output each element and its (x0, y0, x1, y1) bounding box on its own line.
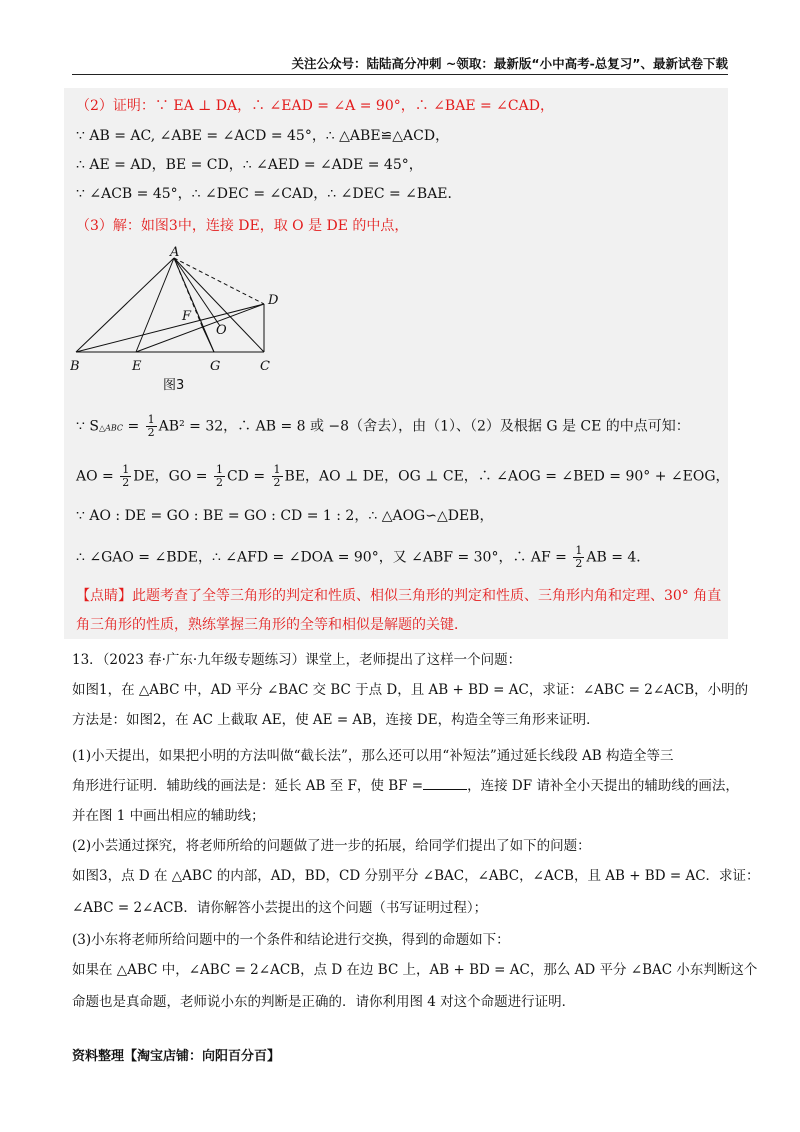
key-point-line-2: 角三角形的性质，熟练掌握三角形的全等和相似是解题的关键． (76, 617, 468, 633)
question-line-2: 如图1，在 △ABC 中，AD 平分 ∠BAC 交 BC 于点 D，且 AB + BD = AC，求证：∠ABC = 2∠ACB，小明的 (72, 682, 749, 698)
label-F: F (182, 309, 192, 324)
label-C: C (260, 359, 270, 374)
solution-line-6: ∵ S△ABC = $\frac{1}{2}$ AB² = 32，∴ AB = 8 或 −8（舍去），由（1）、（2）及根据 G 是 CE 的中点可知： (76, 413, 690, 439)
page-header: 关注公众号：陆陆高分冲刺 ~领取：最新版“小中高考-总复习”、最新试卷下载 (291, 56, 728, 71)
question-line-5: 角形进行证明．辅助线的画法是：延长 AB 至 F，使 BF = ，连接 DF 请补全小天提出的辅助线的画法， (72, 778, 739, 794)
question-line-8: 如图3，点 D 在 △ABC 的内部，AD，BD，CD 分别平分 ∠BAC，∠ABC，∠ACB，且 AB + BD = AC．求证： (72, 868, 760, 884)
label-B: B (70, 359, 80, 374)
question-line-9: ∠ABC = 2∠ACB．请你解答小芸提出的这个问题（书写证明过程）； (72, 900, 488, 916)
label-E: E (132, 359, 142, 374)
question-line-4: (1)小天提出，如果把小明的方法叫做“截长法”，那么还可以用“补短法”通过延长线段 AB 构造全等三 (72, 748, 674, 764)
label-A: A (170, 246, 180, 260)
answer-blank (423, 777, 467, 790)
label-D: D (268, 293, 279, 308)
label-G: G (210, 359, 221, 374)
solution-line-3: ∴ AE = AD，BE = CD，∴ ∠AED = ∠ADE = 45°， (76, 157, 423, 173)
question-line-11: 如果在 △ABC 中，∠ABC = 2∠ACB，点 D 在边 BC 上，AB + BD = AC，那么 AD 平分 ∠BAC 小东判断这个 (72, 962, 758, 978)
solution-line-7: AO = $\frac{1}{2}$ DE，GO = $\frac{1}{2}$ CD = $\frac{1}{2}$ BE，AO ⊥ DE，OG ⊥ CE，∴ ∠AOG = ∠BED = 90° + ∠EOG， (76, 463, 730, 489)
header-rule (72, 74, 728, 75)
question-line-10: (3)小东将老师所给问题中的一个条件和结论进行交换，得到的命题如下： (72, 932, 510, 948)
page-footer: 资料整理【淘宝店铺：向阳百分百】 (72, 1049, 281, 1064)
question-line-7: (2)小芸通过探究，将老师所给的问题做了进一步的拓展，给同学们提出了如下的问题： (72, 838, 591, 854)
solution-line-4: ∵ ∠ACB = 45°，∴ ∠DEC = ∠CAD，∴ ∠DEC = ∠BAE． (76, 186, 462, 202)
solution-line-9: ∴ ∠GAO = ∠BDE，∴ ∠AFD = ∠DOA = 90°，又 ∠ABF = 30°，∴ AF = $\frac{1}{2}$ AB = 4． (76, 544, 651, 570)
key-point-line-1: 【点睛】此题考查了全等三角形的判定和性质、相似三角形的判定和性质、三角形内角和定理、30° 角直 (76, 588, 722, 604)
solution-line-8: ∵ AO : DE = GO : BE = GO : CD = 1 : 2，∴ △AOG∽△DEB， (76, 508, 494, 524)
question-line-1: 13．（2023 春·广东·九年级专题练习）课堂上，老师提出了这样一个问题： (72, 652, 522, 668)
solution-line-5: （3）解：如图3中，连接 DE，取 O 是 DE 的中点， (76, 218, 409, 234)
question-line-6: 并在图 1 中画出相应的辅助线； (72, 808, 265, 824)
fraction-half: $\frac{1}{2}$ (147, 413, 155, 439)
figure-caption: 图3 (163, 378, 185, 393)
solution-line-2: ∵ AB = AC, ∠ABE = ∠ACD = 45°，∴ △ABE≌△ACD， (76, 128, 450, 144)
solution-line-1: （2）证明：∵ EA ⊥ DA，∴ ∠EAD = ∠A = 90°，∴ ∠BAE = ∠CAD， (76, 98, 554, 114)
label-O: O (216, 323, 227, 338)
question-line-12: 命题也是真命题，老师说小东的判断是正确的．请你利用图 4 对这个命题进行证明． (72, 994, 576, 1010)
question-line-3: 方法是：如图2，在 AC 上截取 AE，使 AE = AB，连接 DE，构造全等三角形来证明． (72, 712, 600, 728)
